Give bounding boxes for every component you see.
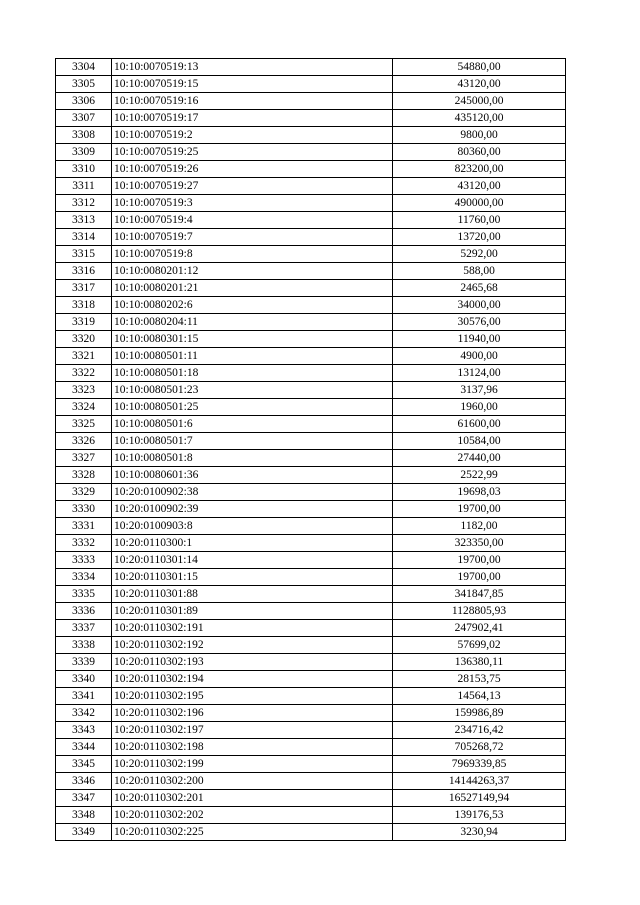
value-cell: 19698,03 xyxy=(393,484,566,501)
value-cell: 435120,00 xyxy=(393,110,566,127)
data-table xyxy=(55,58,566,841)
row-number-cell: 3316 xyxy=(56,263,112,280)
row-number-cell: 3307 xyxy=(56,110,112,127)
value-cell: 341847,85 xyxy=(393,586,566,603)
cadastral-number-cell: 10:10:0080501:11 xyxy=(112,348,393,365)
row-number-cell: 3317 xyxy=(56,280,112,297)
table-row xyxy=(56,688,566,705)
table-row xyxy=(56,790,566,807)
value-cell: 2522,99 xyxy=(393,467,566,484)
cadastral-number-cell: 10:20:0110301:89 xyxy=(112,603,393,620)
row-number-cell: 3306 xyxy=(56,93,112,110)
value-cell: 490000,00 xyxy=(393,195,566,212)
table-row xyxy=(56,144,566,161)
cadastral-number-cell: 10:10:0070519:8 xyxy=(112,246,393,263)
cadastral-number-cell: 10:20:0110302:194 xyxy=(112,671,393,688)
table-row xyxy=(56,212,566,229)
table-row xyxy=(56,807,566,824)
value-cell: 54880,00 xyxy=(393,59,566,76)
row-number-cell: 3342 xyxy=(56,705,112,722)
table-row xyxy=(56,671,566,688)
row-number-cell: 3341 xyxy=(56,688,112,705)
cadastral-number-cell: 10:10:0070519:3 xyxy=(112,195,393,212)
row-number-cell: 3330 xyxy=(56,501,112,518)
cadastral-number-cell: 10:10:0070519:27 xyxy=(112,178,393,195)
value-cell: 16527149,94 xyxy=(393,790,566,807)
value-cell: 34000,00 xyxy=(393,297,566,314)
table-row xyxy=(56,722,566,739)
cadastral-number-cell: 10:10:0070519:4 xyxy=(112,212,393,229)
row-number-cell: 3335 xyxy=(56,586,112,603)
row-number-cell: 3313 xyxy=(56,212,112,229)
row-number-cell: 3349 xyxy=(56,824,112,841)
cadastral-number-cell: 10:10:0080501:6 xyxy=(112,416,393,433)
value-cell: 43120,00 xyxy=(393,178,566,195)
table-row xyxy=(56,739,566,756)
value-cell: 43120,00 xyxy=(393,76,566,93)
row-number-cell: 3339 xyxy=(56,654,112,671)
value-cell: 14144263,37 xyxy=(393,773,566,790)
value-cell: 1128805,93 xyxy=(393,603,566,620)
cadastral-number-cell: 10:10:0070519:13 xyxy=(112,59,393,76)
cadastral-number-cell: 10:10:0070519:16 xyxy=(112,93,393,110)
value-cell: 588,00 xyxy=(393,263,566,280)
value-cell: 159986,89 xyxy=(393,705,566,722)
table-row xyxy=(56,246,566,263)
row-number-cell: 3323 xyxy=(56,382,112,399)
table-row xyxy=(56,518,566,535)
cadastral-number-cell: 10:10:0080301:15 xyxy=(112,331,393,348)
table-row xyxy=(56,773,566,790)
table-row xyxy=(56,569,566,586)
row-number-cell: 3322 xyxy=(56,365,112,382)
table-row xyxy=(56,603,566,620)
value-cell: 5292,00 xyxy=(393,246,566,263)
table-row xyxy=(56,297,566,314)
table-row xyxy=(56,399,566,416)
cadastral-number-cell: 10:20:0110302:200 xyxy=(112,773,393,790)
table-row xyxy=(56,348,566,365)
table-row xyxy=(56,705,566,722)
cadastral-number-cell: 10:20:0110302:197 xyxy=(112,722,393,739)
table-body xyxy=(56,59,566,841)
row-number-cell: 3312 xyxy=(56,195,112,212)
row-number-cell: 3324 xyxy=(56,399,112,416)
cadastral-number-cell: 10:10:0070519:25 xyxy=(112,144,393,161)
row-number-cell: 3334 xyxy=(56,569,112,586)
cadastral-number-cell: 10:20:0110302:196 xyxy=(112,705,393,722)
cadastral-number-cell: 10:20:0100902:39 xyxy=(112,501,393,518)
value-cell: 11940,00 xyxy=(393,331,566,348)
row-number-cell: 3347 xyxy=(56,790,112,807)
table-row xyxy=(56,280,566,297)
value-cell: 10584,00 xyxy=(393,433,566,450)
row-number-cell: 3345 xyxy=(56,756,112,773)
row-number-cell: 3348 xyxy=(56,807,112,824)
row-number-cell: 3320 xyxy=(56,331,112,348)
table-row xyxy=(56,59,566,76)
cadastral-number-cell: 10:10:0080501:7 xyxy=(112,433,393,450)
table-row xyxy=(56,229,566,246)
value-cell: 61600,00 xyxy=(393,416,566,433)
value-cell: 2465,68 xyxy=(393,280,566,297)
row-number-cell: 3319 xyxy=(56,314,112,331)
row-number-cell: 3325 xyxy=(56,416,112,433)
value-cell: 3230,94 xyxy=(393,824,566,841)
value-cell: 245000,00 xyxy=(393,93,566,110)
row-number-cell: 3318 xyxy=(56,297,112,314)
table-row xyxy=(56,824,566,841)
row-number-cell: 3305 xyxy=(56,76,112,93)
cadastral-number-cell: 10:10:0080501:23 xyxy=(112,382,393,399)
value-cell: 28153,75 xyxy=(393,671,566,688)
table-row xyxy=(56,654,566,671)
table-row xyxy=(56,331,566,348)
row-number-cell: 3343 xyxy=(56,722,112,739)
row-number-cell: 3328 xyxy=(56,467,112,484)
value-cell: 13124,00 xyxy=(393,365,566,382)
table-row xyxy=(56,756,566,773)
cadastral-number-cell: 10:20:0110302:225 xyxy=(112,824,393,841)
value-cell: 13720,00 xyxy=(393,229,566,246)
row-number-cell: 3337 xyxy=(56,620,112,637)
cadastral-number-cell: 10:10:0080201:12 xyxy=(112,263,393,280)
value-cell: 136380,11 xyxy=(393,654,566,671)
cadastral-number-cell: 10:20:0110302:192 xyxy=(112,637,393,654)
value-cell: 19700,00 xyxy=(393,552,566,569)
value-cell: 11760,00 xyxy=(393,212,566,229)
table-row xyxy=(56,382,566,399)
value-cell: 19700,00 xyxy=(393,569,566,586)
cadastral-number-cell: 10:10:0080201:21 xyxy=(112,280,393,297)
value-cell: 234716,42 xyxy=(393,722,566,739)
row-number-cell: 3331 xyxy=(56,518,112,535)
cadastral-number-cell: 10:20:0100903:8 xyxy=(112,518,393,535)
row-number-cell: 3309 xyxy=(56,144,112,161)
cadastral-number-cell: 10:20:0110302:198 xyxy=(112,739,393,756)
cadastral-number-cell: 10:20:0100902:38 xyxy=(112,484,393,501)
cadastral-number-cell: 10:20:0110302:193 xyxy=(112,654,393,671)
table-row xyxy=(56,127,566,144)
value-cell: 323350,00 xyxy=(393,535,566,552)
cadastral-number-cell: 10:10:0070519:15 xyxy=(112,76,393,93)
cadastral-number-cell: 10:20:0110302:202 xyxy=(112,807,393,824)
cadastral-number-cell: 10:20:0110301:15 xyxy=(112,569,393,586)
cadastral-number-cell: 10:10:0080601:36 xyxy=(112,467,393,484)
cadastral-number-cell: 10:10:0070519:2 xyxy=(112,127,393,144)
table-row xyxy=(56,76,566,93)
cadastral-number-cell: 10:10:0070519:7 xyxy=(112,229,393,246)
cadastral-number-cell: 10:20:0110302:199 xyxy=(112,756,393,773)
table-row xyxy=(56,484,566,501)
row-number-cell: 3311 xyxy=(56,178,112,195)
row-number-cell: 3321 xyxy=(56,348,112,365)
table-row xyxy=(56,110,566,127)
cadastral-number-cell: 10:20:0110301:88 xyxy=(112,586,393,603)
value-cell: 27440,00 xyxy=(393,450,566,467)
row-number-cell: 3327 xyxy=(56,450,112,467)
value-cell: 9800,00 xyxy=(393,127,566,144)
row-number-cell: 3315 xyxy=(56,246,112,263)
cadastral-number-cell: 10:20:0110302:201 xyxy=(112,790,393,807)
cadastral-number-cell: 10:20:0110302:195 xyxy=(112,688,393,705)
cadastral-number-cell: 10:20:0110301:14 xyxy=(112,552,393,569)
table-row xyxy=(56,637,566,654)
table-row xyxy=(56,586,566,603)
table-row xyxy=(56,450,566,467)
cadastral-number-cell: 10:10:0080501:25 xyxy=(112,399,393,416)
row-number-cell: 3340 xyxy=(56,671,112,688)
row-number-cell: 3346 xyxy=(56,773,112,790)
row-number-cell: 3338 xyxy=(56,637,112,654)
row-number-cell: 3304 xyxy=(56,59,112,76)
cadastral-number-cell: 10:10:0070519:26 xyxy=(112,161,393,178)
table-row xyxy=(56,416,566,433)
table-row xyxy=(56,620,566,637)
value-cell: 19700,00 xyxy=(393,501,566,518)
row-number-cell: 3332 xyxy=(56,535,112,552)
table-row xyxy=(56,433,566,450)
cadastral-number-cell: 10:20:0110300:1 xyxy=(112,535,393,552)
value-cell: 7969339,85 xyxy=(393,756,566,773)
table-row xyxy=(56,93,566,110)
cadastral-number-cell: 10:10:0080501:18 xyxy=(112,365,393,382)
table-row xyxy=(56,501,566,518)
table-row xyxy=(56,535,566,552)
row-number-cell: 3308 xyxy=(56,127,112,144)
cadastral-number-cell: 10:10:0080202:6 xyxy=(112,297,393,314)
cadastral-number-cell: 10:10:0070519:17 xyxy=(112,110,393,127)
row-number-cell: 3336 xyxy=(56,603,112,620)
table-row xyxy=(56,263,566,280)
value-cell: 80360,00 xyxy=(393,144,566,161)
value-cell: 3137,96 xyxy=(393,382,566,399)
row-number-cell: 3344 xyxy=(56,739,112,756)
row-number-cell: 3314 xyxy=(56,229,112,246)
row-number-cell: 3326 xyxy=(56,433,112,450)
value-cell: 4900,00 xyxy=(393,348,566,365)
value-cell: 14564,13 xyxy=(393,688,566,705)
value-cell: 139176,53 xyxy=(393,807,566,824)
value-cell: 705268,72 xyxy=(393,739,566,756)
table-row xyxy=(56,161,566,178)
table-row xyxy=(56,314,566,331)
table-row xyxy=(56,178,566,195)
cadastral-number-cell: 10:10:0080204:11 xyxy=(112,314,393,331)
table-row xyxy=(56,467,566,484)
value-cell: 1182,00 xyxy=(393,518,566,535)
value-cell: 247902,41 xyxy=(393,620,566,637)
cadastral-number-cell: 10:20:0110302:191 xyxy=(112,620,393,637)
table-row xyxy=(56,195,566,212)
value-cell: 57699,02 xyxy=(393,637,566,654)
value-cell: 1960,00 xyxy=(393,399,566,416)
row-number-cell: 3310 xyxy=(56,161,112,178)
cadastral-number-cell: 10:10:0080501:8 xyxy=(112,450,393,467)
value-cell: 823200,00 xyxy=(393,161,566,178)
table-row xyxy=(56,552,566,569)
value-cell: 30576,00 xyxy=(393,314,566,331)
row-number-cell: 3333 xyxy=(56,552,112,569)
table-row xyxy=(56,365,566,382)
row-number-cell: 3329 xyxy=(56,484,112,501)
